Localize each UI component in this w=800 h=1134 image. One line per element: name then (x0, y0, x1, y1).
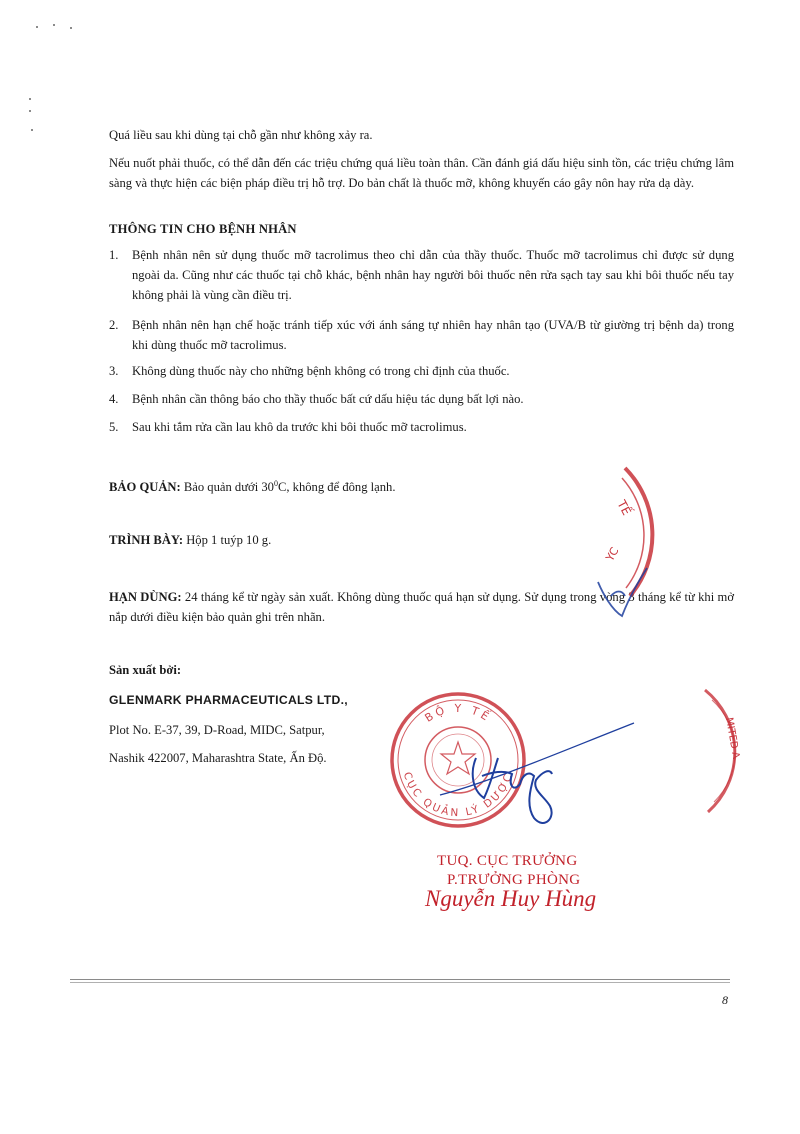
list-item-text: Bệnh nhân nên sử dụng thuốc mỡ tacrolimus theo chỉ dẫn của thầy thuốc. Thuốc mỡ tacrolimus chỉ được sử dụng ngoài da. Cũng như các thuốc tại chỗ khác, bệnh nhân hay người bôi thuốc nên rửa sạch tay sau khi bôi thuốc nếu tay không phải là vùng cần điều trị. (132, 248, 734, 302)
svg-text:BỘ Y TẾ (423, 702, 495, 725)
page-number: 8 (722, 993, 728, 1007)
presentation-label: TRÌNH BÀY: (109, 533, 184, 547)
scan-speck (70, 27, 72, 29)
list-item-number: 3. (109, 364, 119, 378)
approval-title-1: TUQ. CỤC TRƯỞNG (437, 853, 578, 869)
list-item-text: Bệnh nhân cần thông báo cho thầy thuốc bất cứ dấu hiệu tác dụng bất lợi nào. (132, 392, 524, 406)
scan-speck (29, 110, 31, 112)
scan-speck (29, 98, 31, 100)
list-item (109, 389, 734, 409)
storage-text: Bảo quản dưới 30 (180, 480, 274, 495)
svg-text:CỤC QUẢN LÝ DƯỢC (401, 771, 516, 820)
list-item-number: 1. (109, 248, 119, 262)
scan-speck (31, 129, 33, 131)
stamp-text-bottom: CỤC QUẢN LÝ DƯỢC (400, 770, 516, 820)
stamp-text-top: BỘ Y TẾ (422, 701, 494, 725)
list-item-number: 2. (109, 318, 119, 332)
expiry-label: HẠN DÙNG: (109, 590, 182, 604)
footer-divider (70, 979, 730, 980)
list-item (109, 315, 734, 355)
presentation-text: Hộp 1 tuýp 10 g. (183, 533, 272, 547)
manufacturer-address-2: Nashik 422007, Maharashtra State, Ấn Độ. (109, 751, 327, 765)
list-item-text: Bệnh nhân nên hạn chế hoặc tránh tiếp xúc với ánh sáng tự nhiên hay nhân tạo (UVA/B từ giường trị bệnh da) trong khi dùng thuốc mỡ tacrolimus. (132, 318, 734, 352)
footer-divider (70, 982, 730, 983)
partial-stamp-text-top: TẾ (614, 497, 634, 518)
manufacturer-address-1: Plot No. E-37, 39, D-Road, MIDC, Satpur, (109, 723, 325, 737)
list-item-text: Sau khi tắm rửa cần lau khô da trước khi bôi thuốc mỡ tacrolimus. (132, 420, 467, 434)
list-item (109, 417, 734, 437)
list-item (109, 245, 734, 305)
company-stamp-text: MITED A (723, 716, 742, 760)
expiry-text: 24 tháng kể từ ngày sản xuất. Không dùng thuốc quá hạn sử dụng. Sử dụng trong vòng 3 tháng kể từ khi mở nắp dưới điều kiện bảo quản ghi trên nhãn. (109, 590, 734, 624)
approver-name: Nguyễn Huy Hùng (425, 886, 597, 911)
list-item-number: 4. (109, 392, 119, 406)
manufacturer-name: GLENMARK PHARMACEUTICALS LTD., (109, 693, 348, 707)
approval-title-2: P.TRƯỞNG PHÒNG (447, 872, 581, 888)
scan-speck (36, 26, 38, 28)
presentation-line (109, 530, 734, 550)
scan-speck (53, 24, 55, 26)
expiry-paragraph (109, 587, 734, 627)
manufacturer-label: Sản xuất bởi: (109, 663, 182, 677)
list-item-number: 5. (109, 420, 119, 434)
storage-text-end: C, không để đông lạnh. (277, 480, 396, 495)
list-item (109, 361, 734, 381)
storage-label: BẢO QUẢN: (109, 480, 181, 495)
storage-degree: 0 (273, 479, 278, 488)
storage-line (109, 474, 734, 497)
partial-stamp-text-side: YC (603, 545, 622, 564)
overdose-paragraph: Quá liều sau khi dùng tại chỗ gần như không xảy ra. (109, 128, 373, 142)
patient-info-heading: THÔNG TIN CHO BỆNH NHÂN (109, 222, 297, 236)
list-item-text: Không dùng thuốc này cho những bệnh không có trong chỉ định của thuốc. (132, 364, 510, 378)
ingestion-paragraph: Nếu nuốt phải thuốc, có thể dẫn đến các triệu chứng quá liều toàn thân. Cần đánh giá dấu hiệu sinh tồn, các triệu chứng lâm sàng và thực hiện các biện pháp điều trị hỗ trợ. Do bản chất là thuốc mỡ, không khuyến cáo gây nôn hay rửa dạ dày. (109, 156, 734, 190)
